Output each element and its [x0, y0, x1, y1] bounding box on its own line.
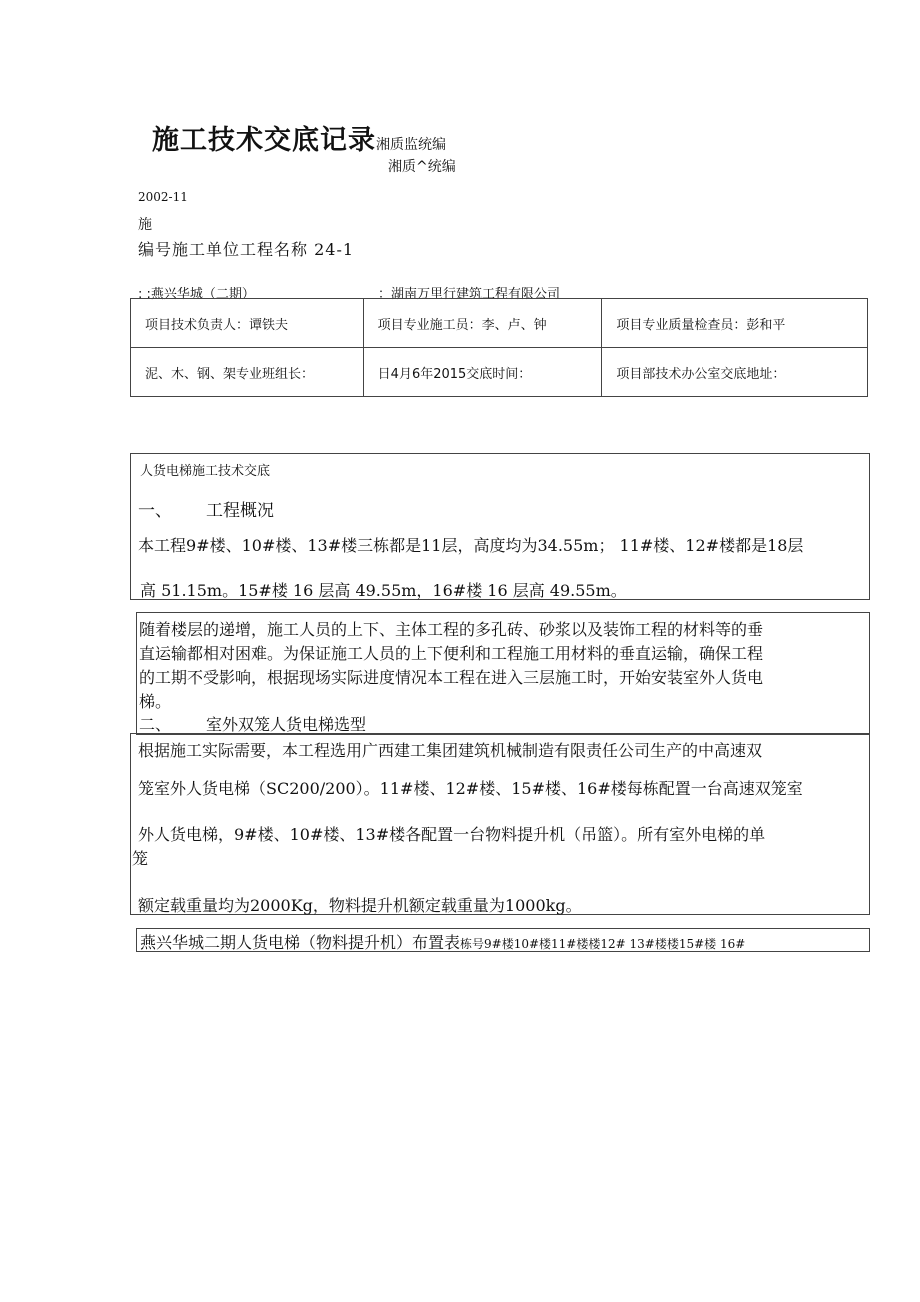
- title-main: 施工技术交底记录: [152, 125, 376, 156]
- overview-line-1: 本工程9#楼、10#楼、13#楼三栋都是11层，高度均为34.55m； 11#楼、12#楼都是18层: [138, 536, 804, 555]
- transport-line-2: 直运输都相对困难。为保证施工人员的上下便利和工程施工用材料的垂直运输，确保工程: [139, 644, 764, 663]
- quality-inspector-cell: 项目专业质量检查员：彭和平: [602, 299, 868, 348]
- overview-line-2: 高 51.15m。15#楼 16 层高 49.55m，16#楼 16 层高 49.55m。: [140, 581, 627, 600]
- layout-title-suffix: 栋号9#楼10#楼11#楼楼12# 13#楼楼15#楼 16#: [460, 937, 746, 951]
- project-name: : :燕兴华城（二期）: [138, 287, 255, 302]
- selection-line-1: 根据施工实际需要，本工程选用广西建工集团建筑机械制造有限责任公司生产的中高速双: [138, 741, 763, 760]
- briefing-time-cell: 日4月6年2015交底时间：: [363, 348, 602, 397]
- selection-line-3: 外人货电梯，9#楼、10#楼、13#楼各配置一台物料提升机（吊篮）。所有室外电梯的单: [138, 825, 766, 844]
- document-title: [152, 118, 446, 157]
- transport-line-3: 的工期不受影响，根据现场实际进度情况本工程在进入三层施工时，开始安装室外人货电: [139, 668, 764, 687]
- name-line: 编号施工单位工程名称 24-1: [138, 240, 355, 259]
- transport-line-4: 梯。: [139, 692, 172, 711]
- briefing-heading: 人货电梯施工技术交底: [140, 464, 271, 479]
- layout-table-title: [140, 930, 745, 953]
- subtitle-stamp: 湘质^统编: [388, 159, 456, 175]
- table-row: [131, 348, 868, 397]
- company-name: ：湖南万里行建筑工程有限公司: [378, 287, 561, 302]
- constructor-cell: 项目专业施工员：李、卢、钟: [363, 299, 602, 348]
- section2-title: 室外双笼人货电梯选型: [206, 715, 367, 734]
- layout-title-text: 燕兴华城二期人货电梯（物料提升机）布置表: [140, 933, 461, 952]
- form-date: 2002-11: [138, 190, 188, 204]
- team-lead-cell: 泥、木、钢、架专业班组长：: [131, 348, 364, 397]
- title-suffix: 湘质监统编: [376, 137, 446, 153]
- section1-title: 工程概况: [206, 501, 274, 521]
- section1-number: 一、: [138, 501, 172, 521]
- transport-line-1: 随着楼层的递增，施工人员的上下、主体工程的多孔砖、砂浆以及装饰工程的材料等的垂: [139, 620, 764, 639]
- selection-line-5: 额定载重量均为2000Kg，物料提升机额定载重量为1000kg。: [138, 896, 582, 915]
- info-table: [130, 298, 868, 397]
- selection-line-4: 笼: [132, 849, 149, 868]
- section2-number: 二、: [139, 715, 172, 734]
- shi-label: 施: [138, 217, 152, 233]
- tech-lead-cell: 项目技术负责人：谭铁夫: [131, 299, 364, 348]
- selection-line-2: 笼室外人货电梯（SC200/200）。11#楼、12#楼、15#楼、16#楼每栋配置一台高速双笼室: [138, 779, 803, 798]
- table-row: [131, 299, 868, 348]
- briefing-address-cell: 项目部技术办公室交底地址：: [602, 348, 868, 397]
